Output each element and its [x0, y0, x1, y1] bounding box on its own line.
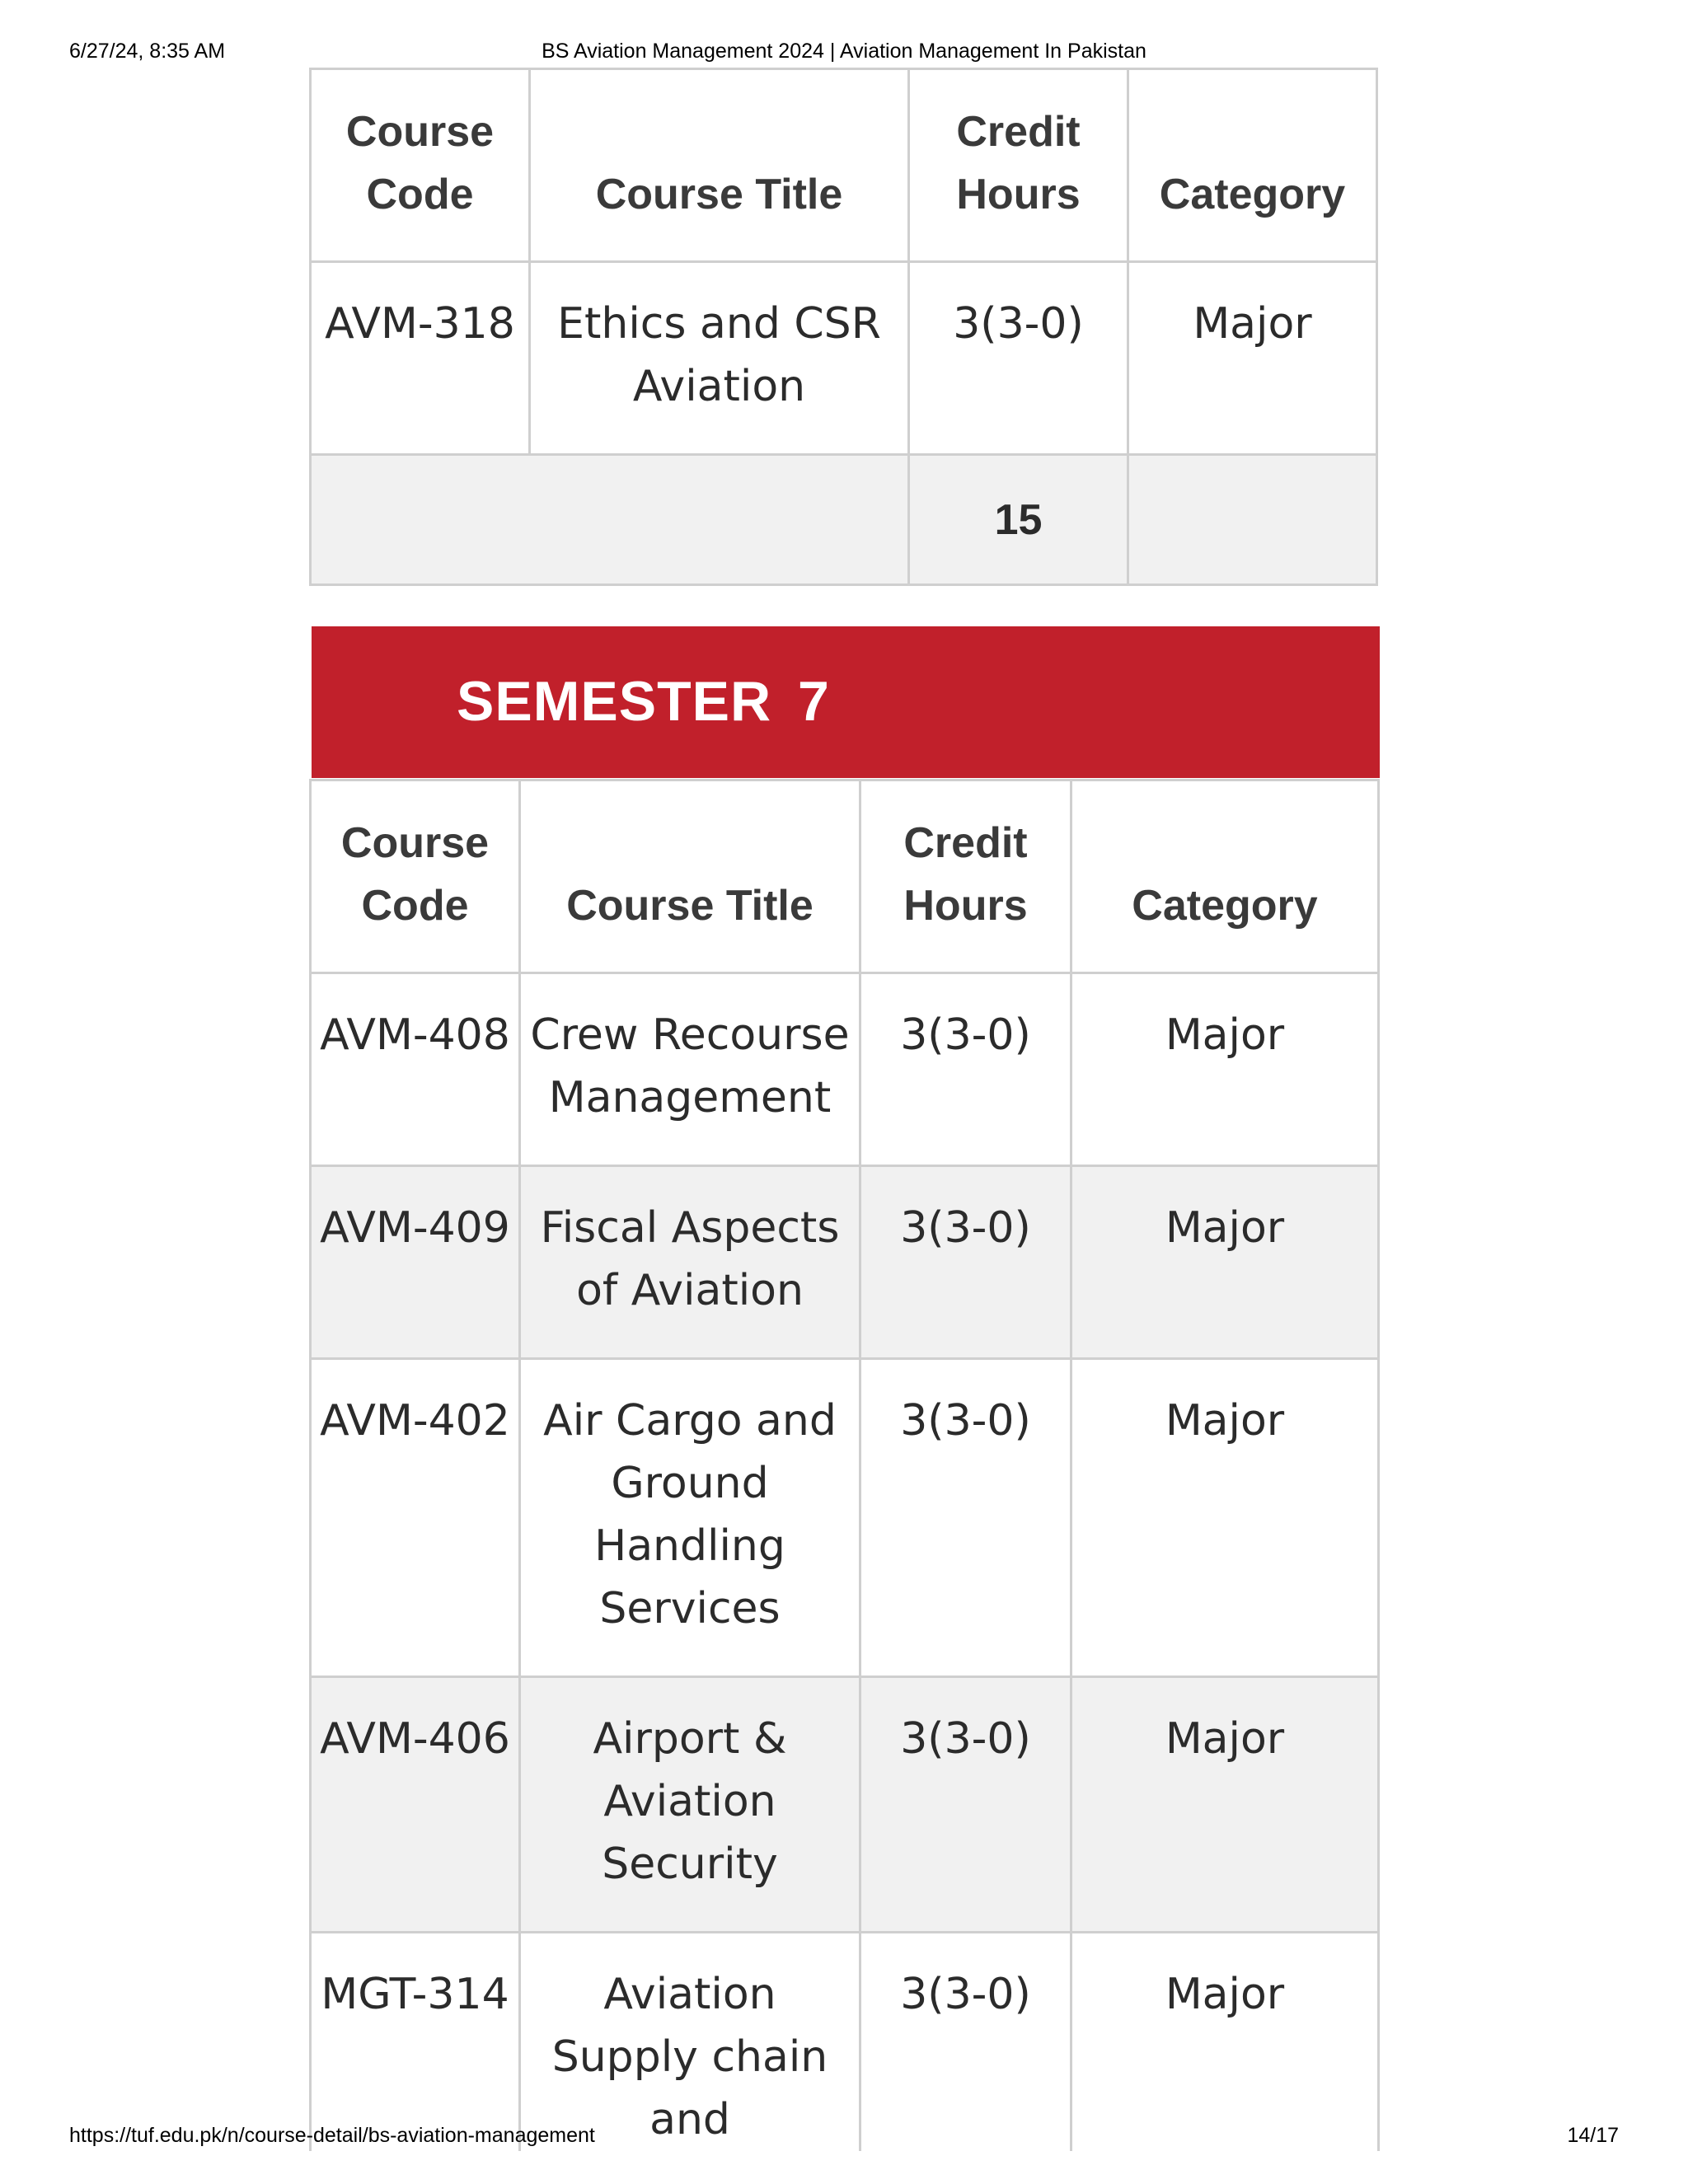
header-course-title: Course Title — [520, 780, 860, 973]
print-header — [0, 40, 1688, 66]
table-row — [311, 262, 1377, 455]
header-course-title: Course Title — [530, 69, 909, 262]
course-title: Air Cargo and Ground Handling Services — [520, 1359, 860, 1677]
header-course-code: Course Code — [311, 69, 530, 262]
course-code: AVM-406 — [311, 1677, 520, 1933]
course-title: Aviation Supply chain and — [520, 1933, 860, 2152]
print-page-title: BS Aviation Management 2024 | Aviation Management In Pakistan — [542, 40, 1146, 63]
category: Major — [1071, 1166, 1379, 1359]
course-title: Ethics and CSR Aviation — [530, 262, 909, 455]
course-title: Airport & Aviation Security — [520, 1677, 860, 1933]
category: Major — [1128, 262, 1377, 455]
course-code: MGT-314 — [311, 1933, 520, 2152]
semester-7-course-table — [309, 779, 1380, 2151]
credit-hours: 3(3-0) — [860, 973, 1071, 1166]
semester-6-course-table — [309, 68, 1378, 586]
total-empty-cell — [1128, 455, 1377, 585]
category: Major — [1071, 973, 1379, 1166]
semester-title: SEMESTER 7 — [457, 670, 830, 733]
table-row — [311, 1933, 1379, 2152]
total-credit-hours: 15 — [909, 455, 1128, 585]
table-header-row — [311, 780, 1379, 973]
course-code: AVM-408 — [311, 973, 520, 1166]
header-course-code: Course Code — [311, 780, 520, 973]
table-row — [311, 1166, 1379, 1359]
table-row — [311, 973, 1379, 1166]
category: Major — [1071, 1677, 1379, 1933]
table-header-row — [311, 69, 1377, 262]
credit-hours: 3(3-0) — [860, 1933, 1071, 2152]
header-category: Category — [1071, 780, 1379, 973]
print-footer — [0, 2124, 1688, 2150]
course-code: AVM-318 — [311, 262, 530, 455]
table-row — [311, 1359, 1379, 1677]
category: Major — [1071, 1933, 1379, 2152]
course-title: Fiscal Aspects of Aviation — [520, 1166, 860, 1359]
credit-hours: 3(3-0) — [860, 1677, 1071, 1933]
header-credit-hours: Credit Hours — [860, 780, 1071, 973]
course-code: AVM-402 — [311, 1359, 520, 1677]
credit-hours: 3(3-0) — [909, 262, 1128, 455]
course-code: AVM-409 — [311, 1166, 520, 1359]
course-title: Crew Recourse Management — [520, 973, 860, 1166]
total-row — [311, 455, 1377, 585]
print-datetime: 6/27/24, 8:35 AM — [69, 40, 226, 63]
header-category: Category — [1128, 69, 1377, 262]
header-credit-hours: Credit Hours — [909, 69, 1128, 262]
table-row — [311, 1677, 1379, 1933]
semester-7-banner — [312, 626, 1380, 778]
print-page-number: 14/17 — [1567, 2124, 1619, 2147]
print-url: https://tuf.edu.pk/n/course-detail/bs-aviation-management — [69, 2124, 595, 2147]
total-label-cell — [311, 455, 909, 585]
category: Major — [1071, 1359, 1379, 1677]
credit-hours: 3(3-0) — [860, 1166, 1071, 1359]
credit-hours: 3(3-0) — [860, 1359, 1071, 1677]
